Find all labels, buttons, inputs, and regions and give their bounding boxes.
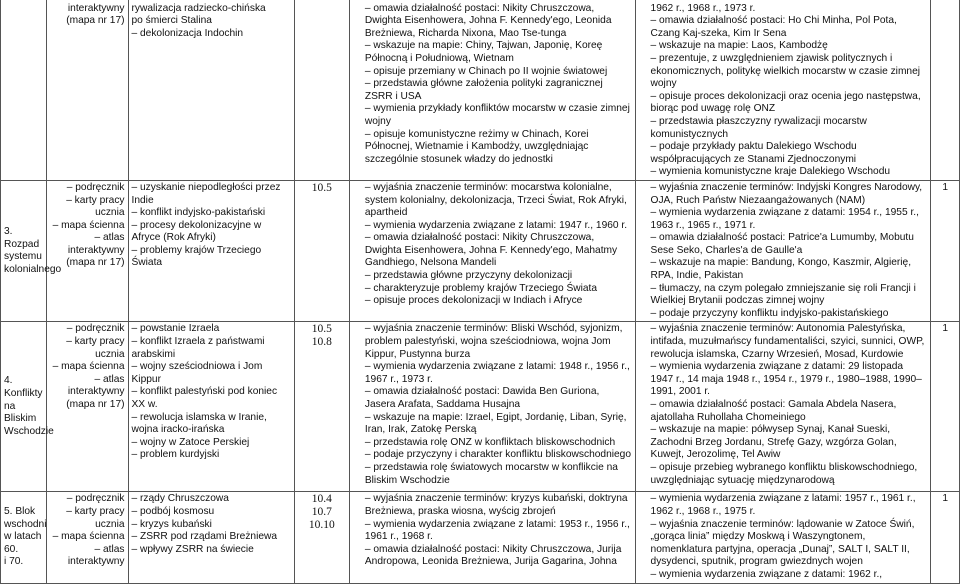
requirement-line: – charakteryzuje problemy krajów Trzeciego Świata — [364, 282, 598, 294]
requirement-line: – przedstawia rolę światowych mocarstw w konflikcie na Bliskim Wschodzie — [364, 461, 618, 486]
teaching-aids-cell — [46, 492, 128, 583]
requirement-line: – wymienia wydarzenia związane z latami: 1957 r., 1961 r., 1962 r., 1968 r., 1975 r. — [650, 493, 916, 518]
content-line: – podbój kosmosu — [131, 506, 215, 518]
content-cell — [128, 180, 294, 322]
requirement-line: – wskazuje na mapie: Chiny, Tajwan, Japonię, Koreę Północną i Południową, Wietnam — [364, 40, 603, 64]
topic-cell — [1, 322, 54, 492]
content-cell — [128, 322, 294, 492]
topic-line: kolonialnego — [4, 263, 62, 275]
table-row — [1, 0, 960, 180]
requirement-line: – omawia działalność postaci: Nikity Chruszczowa, Dwighta Eisenhowera, Johna F. Kennedy'ego, Leonida Breżniewa, Richarda Nixona, Mao Tse-tunga — [364, 2, 612, 39]
requirement-line: – wyjaśnia znaczenie terminów: kryzys kubański, doktryna Breżniewa, praska wiosna, wyścig zbrojeń — [364, 493, 628, 518]
standard-code: 10.10 — [308, 518, 335, 531]
basic-requirements-cell — [349, 0, 635, 180]
content-line: – rządy Chruszczowa — [131, 493, 229, 505]
requirement-line: – przedstawia rolę ONZ w konfliktach bliskowschodnich — [364, 436, 616, 448]
requirement-line: – prezentuje, z uwzględnieniem zjawisk politycznych i ekonomicznych, politykę wielkich mocarstw w czasie zimnej wojny — [650, 52, 921, 90]
content-cell — [128, 492, 294, 583]
aid-line: – podręcznik — [66, 493, 125, 505]
content-line: – procesy dekolonizacyjne w Afryce (Rok Afryki) — [131, 219, 262, 244]
content-line: – kryzys kubański — [131, 518, 212, 530]
topic-line: 4. Konflikty na — [4, 375, 43, 412]
standard-code: 10.7 — [311, 506, 332, 519]
basic-requirements-cell — [349, 180, 635, 322]
extended-requirements-cell — [635, 180, 931, 322]
content-line: – dekolonizacja Indochin — [131, 27, 244, 39]
topic-line: 5. Blok — [4, 506, 36, 518]
requirement-line: – wskazuje na mapie: Izrael, Egipt, Jordanię, Liban, Syrię, Iran, Irak, Zatokę Perską — [364, 411, 627, 436]
content-line: – wojny sześciodniowa i Jom Kippur — [131, 361, 263, 385]
requirement-line: – wymienia wydarzenia związane z latami: 1947 r., 1960 r. — [364, 219, 628, 231]
standards-cell — [294, 0, 349, 180]
aid-line: – karty pracy — [66, 336, 125, 348]
requirement-line: – wymienia wydarzenia związane z latami: 1948 r., 1956 r., 1967 r., 1973 r. — [364, 361, 630, 385]
extended-requirements-cell — [635, 322, 931, 492]
requirement-line: – omawia działalność postaci: Gamala Abdela Nasera, ajatollaha Ruhollaha Chomeiniego — [650, 399, 897, 423]
aid-line: – atlas — [94, 543, 125, 555]
content-line: po śmierci Stalina — [131, 15, 212, 27]
content-cell — [128, 0, 294, 180]
basic-requirements-cell — [349, 492, 635, 583]
content-line: – wpływy ZSRR na świecie — [131, 543, 254, 555]
aid-line: – atlas — [94, 373, 125, 385]
standards-cell — [294, 322, 349, 492]
requirement-line: – wskazuje na mapie: półwysep Synaj, Kanał Sueski, Zachodni Brzeg Jordanu, Strefę Gazy, wzgórza Golan, Kuwejt, Jerozolimę, Tel Awiw — [650, 424, 897, 461]
requirement-line: – wskazuje na mapie: Bandung, Kongo, Kaszmir, Algierię, RPA, Indie, Pakistan — [650, 257, 912, 282]
requirement-line: – podaje przykłady paktu Dalekiego Wschodu współpracujących ze Stanami Zjednoczonymi — [650, 141, 857, 165]
requirement-line: – omawia działalność postaci: Dawida Ben Guriona, Jasera Arafata, Saddama Husajna — [364, 386, 600, 410]
table-row — [1, 180, 960, 322]
table-row — [1, 492, 960, 583]
aid-line: – podręcznik — [66, 181, 125, 193]
aid-line: – atlas — [94, 232, 125, 244]
content-line: – powstanie Izraela — [131, 323, 220, 335]
extended-requirements-cell — [635, 0, 931, 180]
aid-line: – karty pracy — [66, 506, 125, 518]
content-line: – konflikt Izraela z państwami arabskimi — [131, 336, 265, 360]
content-line: – uzyskanie niepodległości przez Indie — [131, 181, 281, 206]
requirement-line: – opisuje proces dekolonizacji oraz ocenia jego następstwa, biorąc pod uwagę rolę ONZ — [650, 90, 921, 115]
requirement-line: – omawia działalność postaci: Patrice'a Lumumby, Mobutu Sese Seko, Charles'a de Gaulle'a — [650, 232, 914, 256]
content-line: – konflikt indyjsko-pakistański — [131, 207, 266, 219]
hours-cell: 1 — [931, 492, 960, 583]
topic-cell — [1, 0, 47, 180]
requirement-line: – omawia działalność postaci: Nikity Chruszczowa, Jurija Andropowa, Leonida Breżniewa, Jurija Gagarina, Johna — [364, 543, 622, 568]
aid-line: – podręcznik — [66, 323, 125, 335]
requirement-line: – tłumaczy, na czym polegało zmniejszanie się roli Francji i Wielkiej Brytanii podczas zimnej wojny — [650, 282, 916, 307]
topic-cell — [1, 492, 47, 583]
content-line: – problemy krajów Trzeciego Świata — [131, 244, 262, 269]
aid-line: – karty pracy — [66, 194, 125, 206]
content-line: – ZSRR pod rządami Breżniewa — [131, 531, 278, 543]
aid-line: (mapa nr 17) — [66, 399, 125, 410]
content-line: – rewolucja islamska w Iranie, wojna iracko-irańska — [131, 411, 267, 436]
standard-code: 10.8 — [311, 336, 332, 349]
requirement-line: – podaje przyczyny i charakter konfliktu bliskowschodniego — [364, 449, 632, 461]
content-line: rywalizacja radziecko-chińska — [131, 2, 266, 14]
requirement-line: – omawia działalność postaci: Nikity Chruszczowa, Dwighta Eisenhowera, Johna F. Kennedy'ego, Mahatmy Gandhiego, Nelsona Mandeli — [364, 232, 618, 269]
topic-line: Bliskim — [4, 413, 37, 425]
requirement-line: – wymienia wydarzenia związane z datami: 1962 r., — [650, 569, 883, 580]
requirement-line: – wymienia wydarzenia związane z datami: 1954 r., 1955 r., 1963 r., 1965 r., 1971 r. — [650, 207, 919, 231]
aid-line: interaktywny — [67, 2, 125, 14]
requirement-line: – wyjaśnia znaczenie terminów: Indyjski Kongres Narodowy, OJA, Ruch Państw Niezaangażowanych (NAM) — [650, 181, 923, 206]
hours-cell — [931, 0, 960, 180]
requirement-line: – podaje przyczyny konfliktu indyjsko-pakistańskiego — [650, 307, 889, 319]
requirement-line: – przedstawia główne przyczyny dekolonizacji — [364, 270, 573, 282]
basic-requirements-cell — [349, 322, 635, 492]
content-line: – wojny w Zatoce Perskiej — [131, 436, 250, 448]
aid-line: – mapa ścienna — [52, 361, 125, 373]
standards-cell — [294, 492, 349, 583]
aid-line: – mapa ścienna — [52, 531, 125, 543]
requirement-line: – opisuje proces dekolonizacji w Indiach i Afryce — [364, 295, 583, 307]
aid-line: interaktywny — [67, 244, 125, 256]
aid-line: ucznia — [95, 518, 125, 530]
content-line: – konflikt palestyński pod koniec XX w. — [131, 386, 278, 410]
extended-requirements-cell — [635, 492, 931, 583]
table-row — [1, 322, 960, 492]
requirement-line: – przedstawia główne założenia polityki zagranicznej ZSRR i USA — [364, 78, 603, 102]
requirement-line: – wymienia przykłady konfliktów mocarstw w czasie zimnej wojny — [364, 103, 630, 127]
requirement-line: – wymienia wydarzenia związane z latami: 1953 r., 1956 r., 1961 r., 1968 r. — [364, 518, 630, 543]
topic-cell — [1, 180, 62, 322]
standard-code: 10.5 — [311, 323, 332, 336]
standard-code: 10.4 — [311, 493, 332, 506]
teaching-aids-cell — [46, 322, 128, 492]
requirement-line: – wyjaśnia znaczenie terminów: Bliski Wschód, syjonizm, problem palestyński, wojna sześciodniowa, wojna Jom Kippur, Pustynna burza — [364, 323, 623, 360]
requirement-line: – opisuje przebieg wybranego konfliktu bliskowschodniego, uwzględniając sytuację międzynarodową — [650, 461, 918, 486]
requirement-line: – opisuje przemiany w Chinach po II wojnie światowej — [364, 65, 608, 77]
requirement-line: – wskazuje na mapie: Laos, Kambodżę — [650, 40, 828, 52]
topic-line: wschodni — [4, 518, 47, 530]
requirement-line: – wymienia komunistyczne kraje Dalekiego Wschodu — [650, 166, 891, 178]
requirement-line: – wyjaśnia znaczenie terminów: mocarstwa kolonialne, system kolonialny, dekolonizacja, Trzeci Świat, Rok Afryki, apartheid — [364, 181, 627, 219]
requirement-line: – wyjaśnia znaczenie terminów: lądowanie w Zatoce Świń, „gorąca linia” między Moskwą i Waszyngtonem, nomenklatura partyjna, operacja „Dunaj”, SALT I, SALT II, dysydenci, sputnik, program gwiezdnych wojen — [650, 518, 915, 568]
requirement-line: – omawia działalność postaci: Ho Chi Minha, Pol Pota, Czang Kaj-szeka, Kim Ir Sena — [650, 15, 897, 39]
aid-line: ucznia — [95, 348, 125, 360]
aid-line: interaktywny — [67, 556, 125, 568]
hours-cell: 1 — [931, 322, 960, 492]
teaching-aids-cell — [46, 180, 128, 322]
standard-code: 10.5 — [311, 181, 332, 194]
requirement-line: – wymienia wydarzenia związane z datami: 29 listopada 1947 r., 14 maja 1948 r., 1954 r., 1979 r., 1980–1988, 1990–1991, 2001 r. — [650, 361, 922, 398]
standards-cell — [294, 180, 349, 322]
aid-line: (mapa nr 17) — [66, 15, 125, 27]
aid-line: (mapa nr 17) — [66, 257, 125, 269]
teaching-aids-cell — [46, 0, 128, 180]
aid-line: interaktywny — [67, 386, 125, 398]
requirement-line: – opisuje komunistyczne reżimy w Chinach, Korei Północnej, Wietnamie i Kambodży, uwzględniając szczególnie stosunek władzy do jednostki — [364, 128, 589, 165]
aid-line: – mapa ścienna — [52, 219, 125, 231]
content-line: – problem kurdyjski — [131, 449, 220, 461]
requirement-line: 1962 r., 1968 r., 1973 r. — [650, 2, 756, 14]
aid-line: ucznia — [95, 207, 125, 219]
topic-line: 3. Rozpad — [4, 225, 40, 250]
topic-line: systemu — [4, 251, 42, 263]
requirement-line: – przedstawia płaszczyzny rywalizacji mocarstw komunistycznych — [650, 115, 867, 140]
topic-line: w latach 60. — [4, 531, 42, 555]
topic-line: i 70. — [4, 556, 24, 568]
topic-line: Wschodzie — [4, 425, 54, 437]
hours-cell: 1 — [931, 180, 960, 322]
requirement-line: – wyjaśnia znaczenie terminów: Autonomia Palestyńska, intifada, muzułmańscy fundamentaliści, szyici, sunnici, OWP, rewolucja islamska, Czarny Wrzesień, Mosad, Kurdowie — [650, 323, 925, 360]
